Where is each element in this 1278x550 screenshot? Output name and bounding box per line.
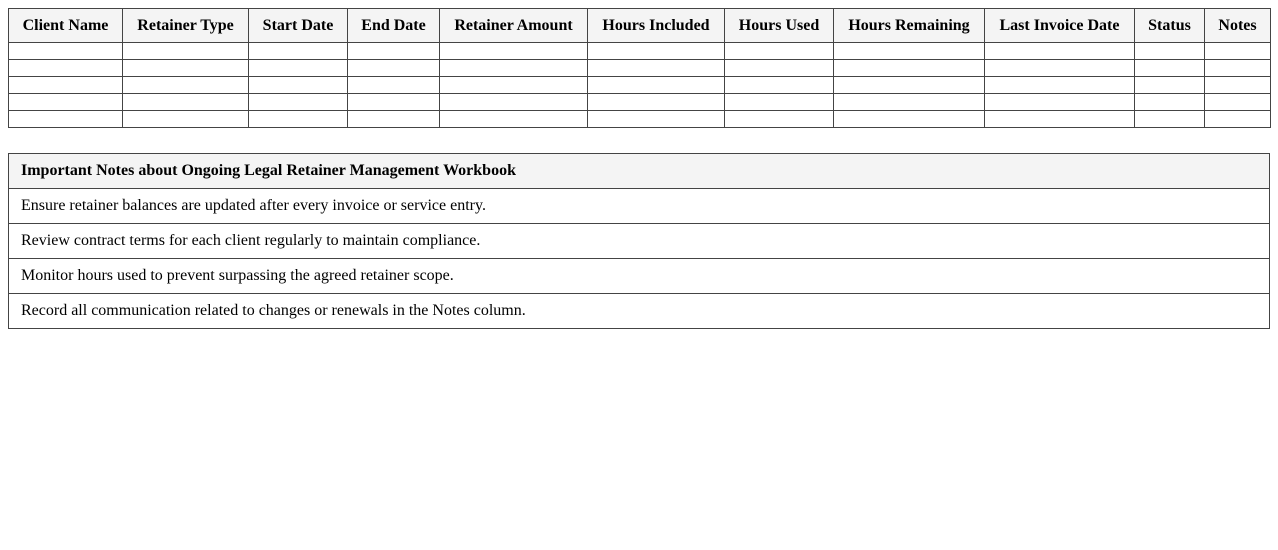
table-cell[interactable] (834, 77, 985, 94)
table-cell[interactable] (985, 111, 1135, 128)
notes-header-row (9, 154, 1270, 189)
table-cell[interactable] (9, 43, 123, 60)
note-row (9, 224, 1270, 259)
column-header-client-name: Client Name (9, 9, 123, 43)
table-cell[interactable] (123, 111, 249, 128)
table-cell[interactable] (123, 77, 249, 94)
column-header-hours-included: Hours Included (588, 9, 725, 43)
table-cell[interactable] (249, 94, 348, 111)
table-cell[interactable] (1135, 60, 1205, 77)
column-header-hours-remaining: Hours Remaining (834, 9, 985, 43)
table-cell[interactable] (588, 43, 725, 60)
table-cell[interactable] (9, 60, 123, 77)
notes-table (8, 153, 1270, 329)
table-row (9, 43, 1271, 60)
table-cell[interactable] (985, 94, 1135, 111)
table-cell[interactable] (249, 111, 348, 128)
table-row (9, 111, 1271, 128)
header-row (9, 9, 1271, 43)
column-header-status: Status (1135, 9, 1205, 43)
table-cell[interactable] (588, 111, 725, 128)
table-cell[interactable] (725, 94, 834, 111)
table-cell[interactable] (725, 43, 834, 60)
table-cell[interactable] (348, 111, 440, 128)
note-row (9, 189, 1270, 224)
table-cell[interactable] (985, 60, 1135, 77)
column-header-hours-used: Hours Used (725, 9, 834, 43)
table-cell[interactable] (588, 60, 725, 77)
table-cell[interactable] (1135, 77, 1205, 94)
notes-title: Important Notes about Ongoing Legal Retainer Management Workbook (9, 154, 1270, 189)
table-row (9, 77, 1271, 94)
table-row (9, 94, 1271, 111)
table-cell[interactable] (1205, 94, 1271, 111)
table-row (9, 60, 1271, 77)
table-cell[interactable] (834, 60, 985, 77)
table-cell[interactable] (1205, 60, 1271, 77)
note-item: Review contract terms for each client regularly to maintain compliance. (9, 224, 1270, 259)
table-cell[interactable] (123, 43, 249, 60)
table-cell[interactable] (1205, 111, 1271, 128)
table-cell[interactable] (985, 77, 1135, 94)
table-cell[interactable] (440, 77, 588, 94)
note-row (9, 259, 1270, 294)
table-cell[interactable] (1205, 43, 1271, 60)
table-cell[interactable] (834, 111, 985, 128)
column-header-retainer-amount: Retainer Amount (440, 9, 588, 43)
note-item: Monitor hours used to prevent surpassing the agreed retainer scope. (9, 259, 1270, 294)
note-row (9, 294, 1270, 329)
table-cell[interactable] (249, 60, 348, 77)
table-cell[interactable] (348, 94, 440, 111)
table-cell[interactable] (985, 43, 1135, 60)
column-header-retainer-type: Retainer Type (123, 9, 249, 43)
table-cell[interactable] (1135, 43, 1205, 60)
table-cell[interactable] (348, 43, 440, 60)
table-cell[interactable] (440, 43, 588, 60)
note-item: Record all communication related to changes or renewals in the Notes column. (9, 294, 1270, 329)
table-cell[interactable] (440, 60, 588, 77)
column-header-end-date: End Date (348, 9, 440, 43)
table-cell[interactable] (9, 94, 123, 111)
table-cell[interactable] (725, 60, 834, 77)
note-item: Ensure retainer balances are updated after every invoice or service entry. (9, 189, 1270, 224)
table-cell[interactable] (9, 77, 123, 94)
table-cell[interactable] (834, 94, 985, 111)
table-cell[interactable] (1135, 111, 1205, 128)
table-cell[interactable] (588, 77, 725, 94)
table-cell[interactable] (123, 94, 249, 111)
table-cell[interactable] (1205, 77, 1271, 94)
table-cell[interactable] (588, 94, 725, 111)
table-cell[interactable] (348, 60, 440, 77)
column-header-last-invoice-date: Last Invoice Date (985, 9, 1135, 43)
column-header-start-date: Start Date (249, 9, 348, 43)
table-cell[interactable] (249, 43, 348, 60)
retainer-table (8, 8, 1271, 128)
table-cell[interactable] (348, 77, 440, 94)
table-cell[interactable] (440, 111, 588, 128)
table-cell[interactable] (249, 77, 348, 94)
table-cell[interactable] (725, 111, 834, 128)
table-cell[interactable] (440, 94, 588, 111)
table-cell[interactable] (725, 77, 834, 94)
table-cell[interactable] (123, 60, 249, 77)
column-header-notes: Notes (1205, 9, 1271, 43)
table-cell[interactable] (9, 111, 123, 128)
table-cell[interactable] (834, 43, 985, 60)
table-cell[interactable] (1135, 94, 1205, 111)
